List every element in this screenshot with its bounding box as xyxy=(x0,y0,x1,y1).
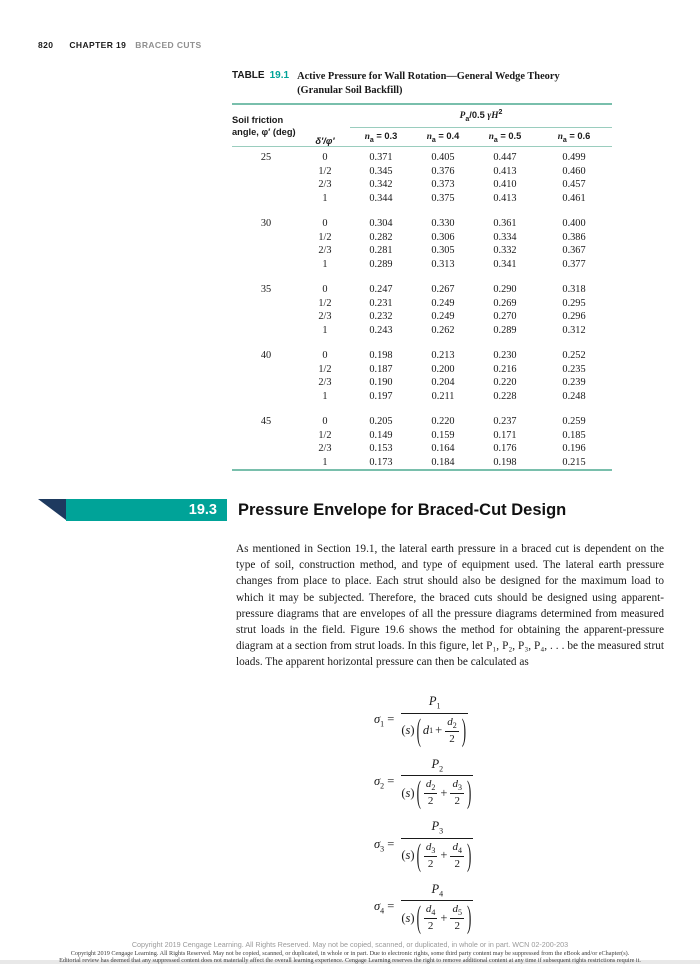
section-number-bar xyxy=(66,499,227,521)
table-cell: 0.173 xyxy=(369,456,393,468)
table-cell xyxy=(232,324,300,338)
section-triangle-icon xyxy=(38,499,66,520)
table-row xyxy=(232,165,612,179)
table-cell: 0.149 xyxy=(369,429,393,441)
table-cell xyxy=(232,429,300,443)
table-row xyxy=(232,415,612,429)
table-cell: 0.410 xyxy=(493,179,517,191)
table-cell xyxy=(232,258,300,272)
running-head xyxy=(38,40,202,50)
table-cell: 0.361 xyxy=(493,218,517,230)
table-cell: 0.243 xyxy=(369,324,393,336)
table-row xyxy=(232,231,612,245)
table-label: TABLE xyxy=(232,70,265,81)
table-cell: 0 xyxy=(322,152,328,164)
table-cell: 0 xyxy=(322,284,328,296)
table-cell: 0.342 xyxy=(369,179,393,191)
table-cell: 1/2 xyxy=(318,429,332,441)
table-cell: 0.341 xyxy=(493,258,517,270)
table-cell: 0.376 xyxy=(431,165,455,177)
table-cell: 0.196 xyxy=(562,443,586,455)
span-header-P: P xyxy=(459,111,466,122)
table-cell: 0.262 xyxy=(431,324,455,336)
table-cell: 0.211 xyxy=(431,390,455,402)
table-row xyxy=(232,310,612,324)
chapter-title: BRACED CUTS xyxy=(135,40,202,50)
table-row xyxy=(232,258,612,272)
table-cell: 0.232 xyxy=(369,311,393,323)
table-cell: 0.239 xyxy=(562,377,586,389)
column-header-soil-friction xyxy=(232,104,300,147)
table-group-spacer xyxy=(232,403,612,415)
table-cell: 0.176 xyxy=(493,443,517,455)
table-cell: 0.228 xyxy=(493,390,517,402)
table-row xyxy=(232,376,612,390)
table-cell: 0.252 xyxy=(562,350,586,362)
span-header-sup: 2 xyxy=(498,109,503,117)
column-header-delta-phi: δ′/φ′ xyxy=(300,104,350,147)
table-cell: 2/3 xyxy=(318,179,332,191)
table-number: 19.1 xyxy=(269,70,290,81)
table-cell: 0.200 xyxy=(431,363,455,375)
table-title xyxy=(297,70,560,98)
column-header-na: $n_a = 0.4$ xyxy=(412,128,474,147)
table-cell xyxy=(232,297,300,311)
table-cell: 0.313 xyxy=(431,258,455,270)
active-pressure-table xyxy=(232,103,612,471)
table-cell: 1 xyxy=(322,390,328,402)
table-cell: 0.405 xyxy=(431,152,455,164)
table-cell: 0.304 xyxy=(369,218,393,230)
table-cell xyxy=(232,192,300,206)
table-cell xyxy=(232,456,300,471)
table-cell: 0.215 xyxy=(562,456,586,468)
table-cell: 0.281 xyxy=(369,245,393,257)
col1-header-line1: Soil friction xyxy=(232,114,284,125)
table-cell: 0.461 xyxy=(562,192,586,204)
span-header-gammaH: γH xyxy=(487,111,499,122)
table-cell: 0.187 xyxy=(369,363,393,375)
table-cell: 0.213 xyxy=(431,350,455,362)
column-header-na: $n_a = 0.5$ xyxy=(474,128,536,147)
span-header-mid: /0.5 xyxy=(469,110,488,121)
table-cell: 1 xyxy=(322,258,328,270)
table-row xyxy=(232,283,612,297)
table-cell: 2/3 xyxy=(318,245,332,257)
table-cell: 0.249 xyxy=(431,297,455,309)
table-cell: 0.204 xyxy=(431,377,455,389)
footer-copyright: Copyright 2019 Cengage Learning. All Rights Reserved. May not be copied, scanned, or duplicated, in whole or in part. WCN 02-200-203 xyxy=(131,940,569,949)
table-cell: 40 xyxy=(260,350,272,362)
footer-fine-print xyxy=(0,950,700,964)
table-cell: 0.198 xyxy=(493,456,517,468)
table-cell: 0.318 xyxy=(562,284,586,296)
equation: $\sigma_3$ = $P_3$ ( s ) ( $d_3$ 2 + $\frac{d_4}{2}$ ) xyxy=(374,819,472,873)
table-cell xyxy=(232,376,300,390)
column-header-na: $n_a = 0.3$ xyxy=(350,128,412,147)
table-cell: 0.230 xyxy=(493,350,517,362)
table-cell: 0 xyxy=(322,350,328,362)
table-cell: 0.305 xyxy=(431,245,455,257)
table-row xyxy=(232,324,612,338)
table-cell: 0.231 xyxy=(369,297,393,309)
table-row xyxy=(232,244,612,258)
table-cell: 0.371 xyxy=(369,152,393,164)
table-row xyxy=(232,363,612,377)
table-cell: 0.184 xyxy=(431,456,455,468)
table-row xyxy=(232,429,612,443)
table-cell: 0.367 xyxy=(562,245,586,257)
table-row xyxy=(232,217,612,231)
table-cell: 1/2 xyxy=(318,297,332,309)
table-row xyxy=(232,456,612,471)
table-cell: 1 xyxy=(322,456,328,468)
table-cell xyxy=(232,178,300,192)
table-cell: 0.373 xyxy=(431,179,455,191)
table-cell: 0.249 xyxy=(431,311,455,323)
table-cell: 0.270 xyxy=(493,311,517,323)
table-cell: 0.375 xyxy=(431,192,455,204)
table-cell: 2/3 xyxy=(318,377,332,389)
table-cell: 2/3 xyxy=(318,443,332,455)
table-cell: 0.220 xyxy=(493,377,517,389)
table-row xyxy=(232,147,612,165)
table-cell: 0.190 xyxy=(369,377,393,389)
table-cell: 1 xyxy=(322,324,328,336)
table-cell: 0.197 xyxy=(369,390,393,402)
table-cell: 0.220 xyxy=(431,416,455,428)
table-row xyxy=(232,349,612,363)
table-row xyxy=(232,297,612,311)
table-cell xyxy=(232,310,300,324)
table-cell xyxy=(232,165,300,179)
table-cell xyxy=(232,390,300,404)
table-cell: 30 xyxy=(260,218,272,230)
table-cell: 0.457 xyxy=(562,179,586,191)
table-group-spacer xyxy=(232,337,612,349)
section-number: 19.3 xyxy=(188,502,217,518)
table-cell: 0.237 xyxy=(493,416,517,428)
table-body xyxy=(232,147,612,471)
table-cell: 0.345 xyxy=(369,165,393,177)
table-cell: 0.289 xyxy=(493,324,517,336)
section-heading-19-3 xyxy=(38,497,664,523)
table-group-spacer xyxy=(232,205,612,217)
table-cell xyxy=(232,244,300,258)
table-cell xyxy=(232,442,300,456)
table-cell: 0.164 xyxy=(431,443,455,455)
table-title-line2: (Granular Soil Backfill) xyxy=(297,85,403,97)
table-cell xyxy=(232,231,300,245)
table-cell: 0.400 xyxy=(562,218,586,230)
table-cell: 0.377 xyxy=(562,258,586,270)
table-cell: 1/2 xyxy=(318,363,332,375)
table-cell: 0.198 xyxy=(369,350,393,362)
table-cell: 0.267 xyxy=(431,284,455,296)
col1-header-line2: angle, φ′ (deg) xyxy=(232,126,296,137)
table-cell: 35 xyxy=(260,284,272,296)
table-cell: 0.290 xyxy=(493,284,517,296)
fine-print-line1: Copyright 2019 Cengage Learning. All Rights Reserved. May not be copied, scanned, or duplicated, in whole or in part. Due to electronic rights, some third party content may be suppressed from the eBook and/or eChapter(s). xyxy=(70,950,630,957)
equation: $\sigma_1$ = $P_1$ ( s ) ( d 1 + $\frac{d_2}{2}$ ) xyxy=(374,694,467,748)
span-header-sub: a xyxy=(465,116,470,124)
table-cell: 0.306 xyxy=(431,231,455,243)
table-cell: 0.159 xyxy=(431,429,455,441)
equation-block xyxy=(374,694,473,944)
table-row xyxy=(232,442,612,456)
fine-print-line2: Editorial review has deemed that any suppressed content does not materially affect the overall learning experience. Cengage Learning reserves the right to remove additional content at any time if subsequent rights restrictions require it. xyxy=(59,957,641,964)
table-cell: 0.171 xyxy=(493,429,517,441)
column-header-na: $n_a = 0.6$ xyxy=(536,128,612,147)
table-cell: 0.330 xyxy=(431,218,455,230)
table-cell: 0.269 xyxy=(493,297,517,309)
chapter-label: CHAPTER 19 xyxy=(69,40,127,50)
table-cell: 25 xyxy=(260,152,272,164)
table-cell xyxy=(232,363,300,377)
table-cell: 0.185 xyxy=(562,429,586,441)
table-cell: 0.259 xyxy=(562,416,586,428)
table-cell: 0.460 xyxy=(562,165,586,177)
table-row xyxy=(232,390,612,404)
table-cell: 0.332 xyxy=(493,245,517,257)
table-cell: 0.235 xyxy=(562,363,586,375)
body-paragraph: As mentioned in Section 19.1, the lateral earth pressure in a braced cut is dependent on the type of soil, construction method, and type of equipment used. The lateral earth pressure changes from place to place. Each strut should also be designed for the maximum load to which it may be subjected. Therefore, the braced cuts should be designed using apparent-pressure diagrams that are envelopes of all the pressure diagrams determined from measured strut loads in the field. Figure 19.6 shows the method for obtaining the apparent-pressure diagram at a section from strut loads. In this figure, let P₁, P₂, P₃, P₄, . . . be the measured strut loads. The apparent horizontal pressure can then be calculated as xyxy=(236,543,664,669)
table-cell: 1 xyxy=(322,192,328,204)
table-cell: 0.334 xyxy=(493,231,517,243)
table-cell: 0.247 xyxy=(369,284,393,296)
table-cell: 0.153 xyxy=(369,443,393,455)
table-cell: 0.386 xyxy=(562,231,586,243)
table-row xyxy=(232,192,612,206)
table-cell: 0.289 xyxy=(369,258,393,270)
table-cell: 45 xyxy=(260,416,272,428)
table-cell: 0.282 xyxy=(369,231,393,243)
equation: $\sigma_4$ = $P_4$ ( s ) ( $d_4$ 2 + $\frac{d_5}{2}$ ) xyxy=(374,881,472,935)
table-cell: 0.499 xyxy=(562,152,586,164)
table-cell: 1/2 xyxy=(318,231,332,243)
table-title-line1: Active Pressure for Wall Rotation—General Wedge Theory xyxy=(297,71,560,82)
table-cell: 0.344 xyxy=(369,192,393,204)
table-cell: 0 xyxy=(322,218,328,230)
table-group-spacer xyxy=(232,271,612,283)
table-cell: 0.413 xyxy=(493,192,517,204)
table-cell: 0.248 xyxy=(562,390,586,402)
table-cell: 0.447 xyxy=(493,152,517,164)
table-caption xyxy=(232,70,612,98)
table-cell: 0.296 xyxy=(562,311,586,323)
table-cell: 1/2 xyxy=(318,165,332,177)
table-19-1 xyxy=(232,70,612,471)
table-cell: 0.413 xyxy=(493,165,517,177)
page-number: 820 xyxy=(38,40,54,50)
equation: $\sigma_2$ = $P_2$ ( s ) ( $d_2$ 2 + $\frac{d_3}{2}$ ) xyxy=(374,756,472,810)
table-row xyxy=(232,178,612,192)
table-cell: 2/3 xyxy=(318,311,332,323)
column-header-pa-span xyxy=(350,104,612,128)
table-cell: 0 xyxy=(322,416,328,428)
table-cell: 0.216 xyxy=(493,363,517,375)
table-cell: 0.312 xyxy=(562,324,586,336)
table-cell: 0.295 xyxy=(562,297,586,309)
section-title: Pressure Envelope for Braced-Cut Design xyxy=(238,501,567,519)
table-cell: 0.205 xyxy=(369,416,393,428)
